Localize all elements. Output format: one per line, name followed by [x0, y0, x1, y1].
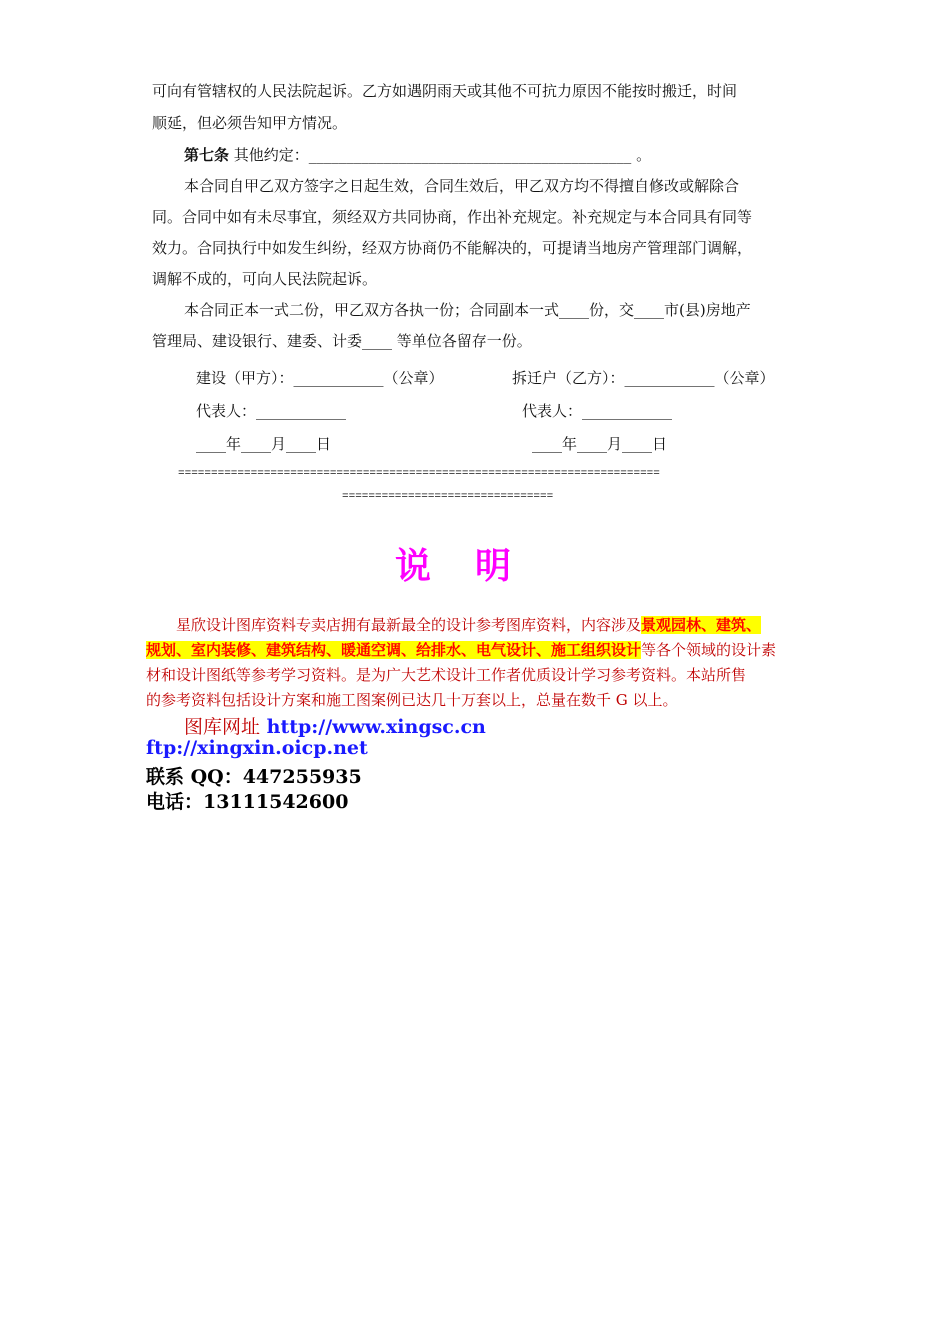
gallery-url-link[interactable]: http://www.xingsc.cn [266, 716, 486, 738]
notice-line-4: 的参考资料包括设计方案和施工图案例已达几十万套以上，总量在数千 G 以上。 [146, 691, 678, 709]
separator-line-2: ================================ [342, 491, 554, 503]
party-a-representative: 代表人：____________ [196, 402, 347, 420]
notice-highlight-2: 规划、室内装修、建筑结构、暖通空调、给排水、电气设计、施工组织设计 [146, 641, 642, 659]
ftp-link[interactable]: ftp://xingxin.oicp.net [146, 737, 368, 759]
party-b-representative: 代表人：____________ [522, 402, 673, 420]
notice-line-3: 材和设计图纸等参考学习资料。是为广大艺术设计工作者优质设计学习参考资料。本站所售 [146, 666, 747, 684]
contract-line-2: 顺延，但必须告知甲方情况。 [152, 114, 348, 132]
notice-line-2 [146, 639, 806, 660]
party-a-signature: 建设（甲方）：____________（公章） [196, 369, 444, 387]
notice-highlight-1: 景观园林、建筑、 [641, 616, 762, 634]
effect-line-1: 本合同自甲乙双方签字之日起生效，合同生效后，甲乙双方均不得擅自修改或解除合 [184, 177, 740, 195]
effect-line-3: 效力。合同执行中如发生纠纷，经双方协商仍不能解决的，可提请当地房产管理部门调解， [152, 239, 753, 257]
copies-line-1: 本合同正本一式二份，甲乙双方各执一份；合同副本一式____份，交____市(县)房地产 [184, 301, 751, 319]
article-7-label: 第七条 [184, 146, 230, 164]
gallery-url-row [184, 712, 486, 739]
notice-intro: 星欣设计图库资料专卖店拥有最新最全的设计参考图库资料，内容涉及 [176, 616, 642, 634]
separator-line-1: ========================================================================= [178, 468, 660, 480]
party-b-signature: 拆迁户（乙方）：____________（公章） [512, 369, 775, 387]
contact-phone: 电话：13111542600 [146, 791, 349, 813]
article-7 [184, 144, 844, 165]
article-7-text: 其他约定：___________________________________________ 。 [233, 146, 652, 164]
effect-line-4: 调解不成的，可向人民法院起诉。 [152, 270, 378, 288]
party-b-date: ____年____月____日 [532, 435, 668, 453]
contract-line-1: 可向有管辖权的人民法院起诉。乙方如遇阴雨天或其他不可抗力原因不能按时搬迁，时间 [152, 82, 738, 100]
effect-line-2: 同。合同中如有未尽事宜，须经双方共同协商，作出补充规定。补充规定与本合同具有同等 [152, 208, 753, 226]
notice-intro-suffix: 等各个领域的设计素 [641, 641, 777, 659]
notice-line-1 [176, 614, 836, 635]
contact-qq: 联系 QQ：447255935 [146, 766, 362, 788]
party-a-date: ____年____月____日 [196, 435, 332, 453]
gallery-label: 图库网址 [184, 716, 261, 738]
copies-line-2: 管理局、建设银行、建委、计委____ 等单位各留存一份。 [152, 332, 532, 350]
notice-title: 说明 [394, 545, 555, 587]
